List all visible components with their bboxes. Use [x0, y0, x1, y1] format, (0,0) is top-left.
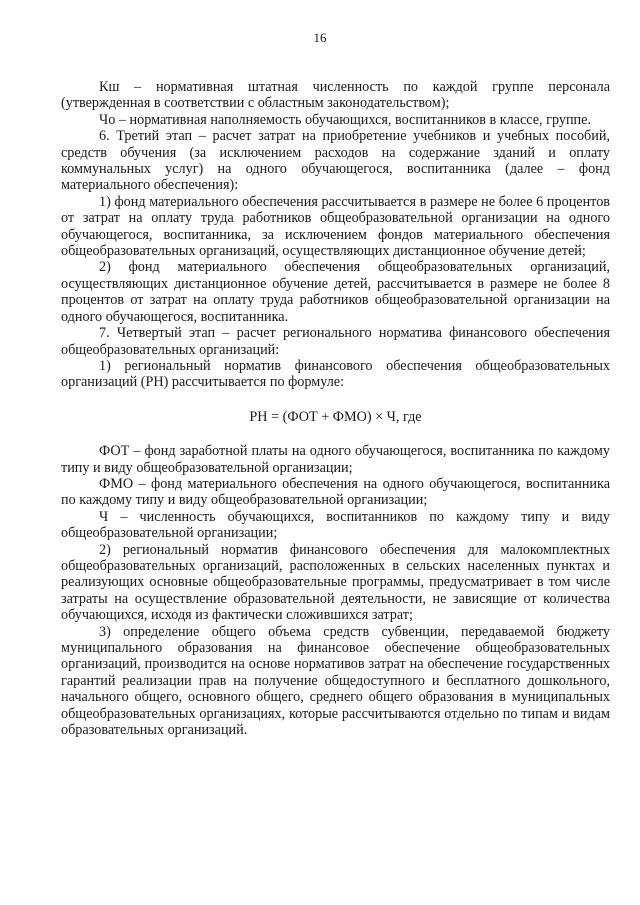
paragraph: Ч – численность обучающихся, воспитанников по каждому типу и виду общеобразовательной организации; — [61, 508, 610, 542]
page-number: 16 — [313, 30, 327, 45]
formula: РН = (ФОТ + ФМО) × Ч, где — [249, 408, 422, 425]
paragraph: 3) определение общего объема средств субвенции, передаваемой бюджету муниципального образования на финансовое обеспечение общеобразовательных организаций, производится на основе нормативов затрат на обеспечение государственных гарантий реализации прав на получение общедоступного и бесплатного дошкольного, начального общего, основного общего, среднего общего образования в муниципальных общеобразовательных организациях, которые рассчитываются отдельно по типам и видам образовательных организаций. — [61, 623, 610, 739]
paragraph: ФМО – фонд материального обеспечения на одного обучающегося, воспитанника по каждому типу и виду общеобразовательной организации; — [61, 475, 610, 509]
document-body — [61, 79, 610, 738]
paragraph: Кш – нормативная штатная численность по каждой группе персонала (утвержденная в соответствии с областным законодательством); — [61, 79, 610, 112]
paragraph: 6. Третий этап – расчет затрат на приобретение учебников и учебных пособий, средств обучения (за исключением расходов на содержание зданий и оплату коммунальных услуг) на одного обучающегося, воспитанника (далее – фонд материального обеспечения): — [61, 128, 610, 194]
paragraph: 2) региональный норматив финансового обеспечения для малокомплектных общеобразовательных организаций, расположенных в сельских населенных пунктах и реализующих основные общеобразовательные программы, предусматривает в том числе затраты на осуществление образовательной деятельности, не зависящие от количества обучающихся, исходя из фактически сложившихся затрат; — [61, 541, 610, 624]
paragraph: 7. Четвертый этап – расчет регионального норматива финансового обеспечения общеобразовательных организаций: — [61, 325, 610, 358]
paragraph: 1) фонд материального обеспечения рассчитывается в размере не более 6 процентов от затрат на оплату труда работников общеобразовательной организации на одного обучающегося, воспитанника, за исключением фондов материального обеспечения общеобразовательных организаций, осуществляющих дистанционное обучение детей; — [61, 193, 610, 260]
paragraph: 2) фонд материального обеспечения общеобразовательных организаций, осуществляющих дистанционное обучение детей, рассчитывается в размере не более 8 процентов от затрат на оплату труда работников общеобразовательной организации на одного обучающегося, воспитанника. — [61, 259, 610, 325]
paragraph: 1) региональный норматив финансового обеспечения общеобразовательных организаций (РН) рассчитывается по формуле: — [61, 357, 610, 391]
paragraph: ФОТ – фонд заработной платы на одного обучающегося, воспитанника по каждому типу и виду общеобразовательной организации; — [61, 443, 610, 476]
paragraph: Чо – нормативная наполняемость обучающихся, воспитанников в классе, группе. — [99, 111, 591, 128]
